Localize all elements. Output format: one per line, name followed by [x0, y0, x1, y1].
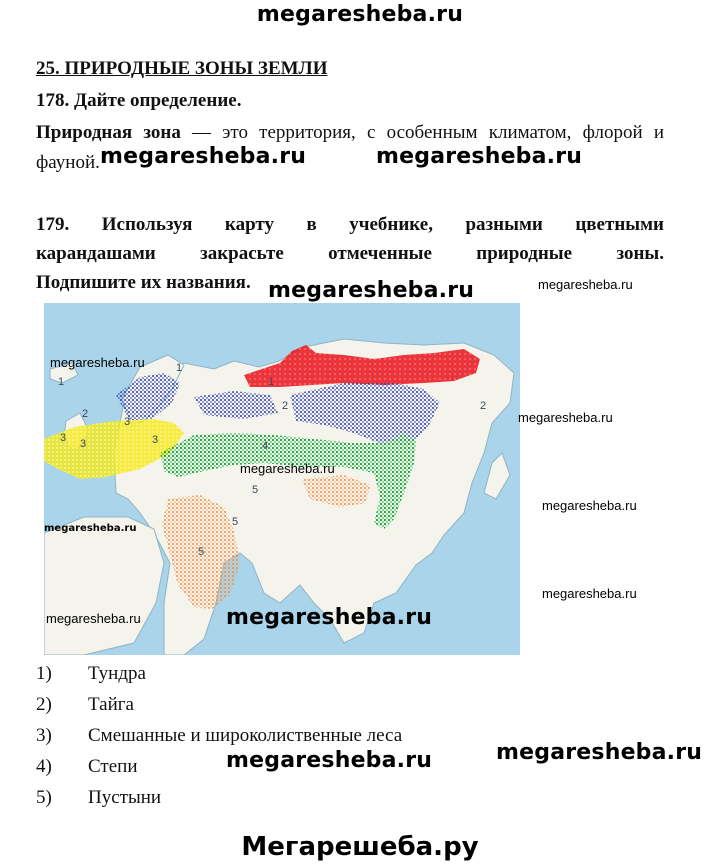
map-number: 5: [232, 516, 239, 528]
zone-taiga-central: [194, 391, 278, 419]
legend-number: 5): [36, 787, 52, 808]
watermark-inline: megaresheba.ru: [50, 355, 145, 370]
map-number: 5: [198, 546, 205, 558]
map-number: 3: [80, 438, 87, 450]
legend-number: 2): [36, 694, 52, 715]
watermark-inline: megaresheba.ru: [100, 144, 307, 169]
map-number: 3: [152, 434, 159, 446]
watermark-inline: megaresheba.ru: [46, 611, 141, 626]
map-number: 3: [60, 432, 67, 444]
map-number: 1: [58, 376, 65, 388]
map-number: 1: [176, 362, 183, 374]
land-africa: [44, 517, 164, 655]
watermark-inline: megaresheba.ru: [542, 586, 637, 601]
task-179-line: 179. Используя карту в учебнике, разными цветными: [36, 214, 664, 235]
watermark-inline: megaresheba.ru: [538, 277, 633, 292]
map-number: 2: [480, 400, 487, 412]
header-watermark: megaresheba.ru: [256, 2, 464, 27]
legend-number: 1): [36, 663, 52, 684]
map-number: 4: [262, 440, 269, 452]
legend-name: Степи: [88, 756, 138, 777]
legend-number: 3): [36, 725, 52, 746]
watermark-inline: megaresheba.ru: [44, 523, 137, 534]
task-179-line: карандашами закрасьте отмеченные природные зоны.: [36, 243, 664, 264]
task-178-heading: 178. Дайте определение.: [36, 90, 242, 111]
definition-term: Природная зона: [36, 122, 181, 143]
watermark-inline: megaresheba.ru: [542, 498, 637, 513]
definition-text: — это территория, с особенным климатом, флорой и фауной.: [36, 122, 664, 173]
watermark-inline: megaresheba.ru: [268, 278, 475, 303]
map-number: 1: [268, 376, 275, 388]
map-number: 3: [124, 416, 131, 428]
legend-name: Пустыни: [88, 787, 162, 808]
legend-number: 4): [36, 756, 52, 777]
watermark-inline: megaresheba.ru: [518, 410, 613, 425]
task-179-line: Подпишите их названия.: [36, 272, 251, 293]
legend-name: Смешанные и широколиственные леса: [88, 725, 403, 746]
land-japan: [484, 453, 510, 499]
watermark-inline: megaresheba.ru: [240, 461, 335, 476]
section-title: 25. ПРИРОДНЫЕ ЗОНЫ ЗЕМЛИ: [36, 58, 328, 79]
watermark-inline: megaresheba.ru: [226, 748, 433, 773]
watermark-inline: megaresheba.ru: [226, 605, 433, 630]
map-number: 2: [282, 400, 289, 412]
legend-name: Тайга: [88, 694, 134, 715]
watermark-inline: megaresheba.ru: [376, 144, 583, 169]
map-number: 5: [252, 484, 259, 496]
watermark-inline: megaresheba.ru: [496, 740, 703, 765]
eurasia-natural-zones-map: [44, 303, 520, 655]
footer-watermark: Мегарешеба.ру: [241, 832, 479, 862]
map-number: 2: [82, 408, 89, 420]
legend-name: Тундра: [88, 663, 146, 684]
